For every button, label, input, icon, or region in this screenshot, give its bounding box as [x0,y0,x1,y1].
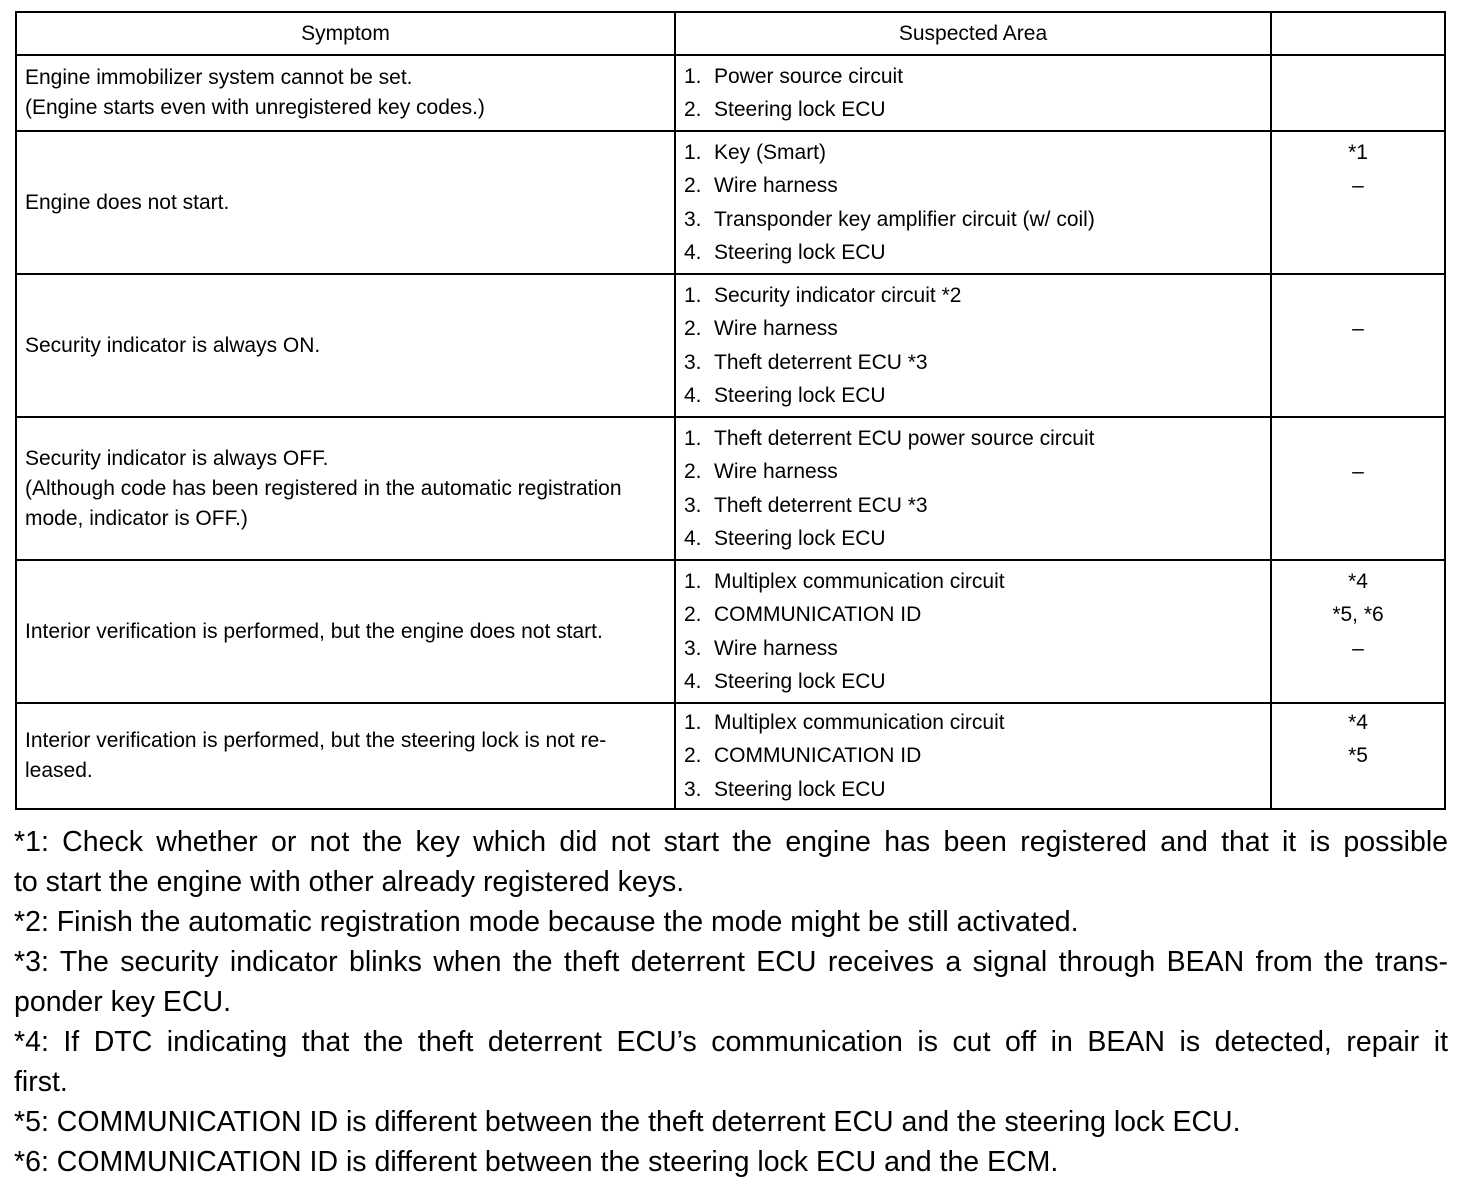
suspected-area-cell [676,418,1272,559]
item-number: 3. [684,777,702,801]
symptom-text: Engine does not start. [25,190,230,214]
item-number: 1. [684,283,702,307]
item-text: Steering lock ECU [714,240,886,264]
note-ref: – [1352,174,1364,198]
symptom-table [15,11,1446,810]
item-text: Wire harness [714,636,838,660]
item-text: Steering lock ECU [714,98,886,121]
footnote-line: *3: The security indicator blinks when the theft deterrent ECU receives a signal through BEAN from the trans- [14,946,1448,978]
note-ref: *5, *6 [1332,603,1384,627]
suspected-area-item [684,236,1262,269]
suspected-area-cell [676,275,1272,416]
item-text: Multiplex communication circuit [714,711,1005,735]
note-ref: – [1352,460,1364,484]
notes-cell [1272,132,1444,273]
item-text: Wire harness [714,460,838,484]
symptom-text: (Engine starts even with unregistered key codes.) [25,96,485,119]
item-text: Steering lock ECU [714,669,886,693]
suspected-area-item [684,773,1262,806]
table-row [17,54,1444,130]
notes-cell [1272,56,1444,130]
suspected-area-item [684,169,1262,202]
item-text: Security indicator circuit *2 [714,283,962,307]
item-number: 1. [684,64,702,88]
note-ref: *1 [1348,140,1368,164]
suspected-area-item [684,136,1262,169]
suspected-area-item [684,203,1262,236]
symptom-text: mode, indicator is OFF.) [25,506,248,530]
item-number: 1. [684,711,702,735]
footnote-line: first. [14,1066,68,1098]
item-text: Steering lock ECU [714,383,886,407]
suspected-area-item [684,346,1262,379]
table-row [17,702,1444,808]
symptom-text: leased. [25,759,93,782]
note-ref: *5 [1348,744,1368,768]
suspected-area-item [684,522,1262,555]
note-ref: *4 [1348,711,1368,735]
footnote-line: *6: COMMUNICATION ID is different between the steering lock ECU and the ECM. [14,1146,1059,1178]
item-number: 1. [684,426,702,450]
symptom-cell [17,704,676,808]
suspected-area-item [684,665,1262,698]
suspected-area-item [684,565,1262,598]
item-text: Steering lock ECU [714,777,886,801]
item-number: 3. [684,636,702,660]
item-text: Key (Smart) [714,140,827,164]
suspected-area-cell [676,561,1272,702]
suspected-area-item [684,632,1262,665]
suspected-area-item [684,489,1262,522]
item-number: 4. [684,669,702,693]
symptom-text: Interior verification is performed, but the steering lock is not re- [25,729,607,752]
notes-cell [1272,275,1444,416]
item-text: Theft deterrent ECU *3 [714,493,928,517]
suspected-area-item [684,422,1262,455]
item-text: Theft deterrent ECU power source circuit [714,426,1095,450]
suspected-area-item [684,598,1262,631]
footnote-line: ponder key ECU. [14,986,232,1018]
item-number: 2. [684,603,702,627]
item-text: Power source circuit [714,64,904,88]
symptom-text: Security indicator is always OFF. [25,446,329,470]
suspected-area-item [684,739,1262,772]
item-number: 3. [684,493,702,517]
header-suspected-area: Suspected Area [676,13,1272,54]
item-text: COMMUNICATION ID [714,744,922,768]
notes-cell [1272,704,1444,808]
footnote-line: *2: Finish the automatic registration mode because the mode might be still activated. [14,906,1079,938]
item-number: 2. [684,460,702,484]
symptom-text: Engine immobilizer system cannot be set. [25,66,413,89]
item-number: 2. [684,317,702,341]
symptom-text: (Although code has been registered in the automatic registration [25,476,622,500]
item-text: COMMUNICATION ID [714,603,922,627]
footnotes [14,822,1448,1182]
suspected-area-item [684,279,1262,312]
suspected-area-item [684,60,1262,93]
footnote-line: *5: COMMUNICATION ID is different between the theft deterrent ECU and the steering lock ECU. [14,1106,1241,1138]
symptom-cell [17,275,676,416]
item-text: Transponder key amplifier circuit (w/ coil) [714,207,1095,231]
table-row [17,130,1444,273]
item-number: 1. [684,569,702,593]
table-row [17,559,1444,702]
item-number: 4. [684,240,702,264]
item-number: 4. [684,526,702,550]
item-text: Steering lock ECU [714,526,886,550]
item-number: 1. [684,140,702,164]
suspected-area-item [684,379,1262,412]
suspected-area-cell [676,704,1272,808]
symptom-text: Security indicator is always ON. [25,333,321,357]
suspected-area-cell [676,56,1272,130]
notes-cell [1272,418,1444,559]
suspected-area-item [684,706,1262,739]
item-number: 3. [684,350,702,374]
header-notes [1272,13,1444,54]
item-text: Wire harness [714,317,838,341]
item-number: 2. [684,174,702,198]
item-number: 2. [684,744,702,768]
suspected-area-item [684,312,1262,345]
symptom-cell [17,132,676,273]
item-text: Theft deterrent ECU *3 [714,350,928,374]
item-number: 2. [684,98,702,121]
header-symptom: Symptom [17,13,676,54]
footnote-line: *4: If DTC indicating that the theft deterrent ECU’s communication is cut off in BEAN is detected, repair it [14,1026,1448,1058]
suspected-area-item [684,93,1262,126]
item-text: Wire harness [714,174,838,198]
symptom-cell [17,418,676,559]
item-number: 3. [684,207,702,231]
suspected-area-cell [676,132,1272,273]
table-header-row [17,13,1444,54]
symptom-cell [17,561,676,702]
table-row [17,273,1444,416]
footnote-line: to start the engine with other already registered keys. [14,866,685,898]
note-ref: – [1352,317,1364,341]
note-ref: – [1352,636,1364,660]
notes-cell [1272,561,1444,702]
table-row [17,416,1444,559]
footnote-line: *1: Check whether or not the key which did not start the engine has been registered and that it is possible [14,826,1448,858]
suspected-area-item [684,455,1262,488]
symptom-text: Interior verification is performed, but the engine does not start. [25,619,603,643]
note-ref: *4 [1348,569,1368,593]
symptom-cell [17,56,676,130]
item-number: 4. [684,383,702,407]
item-text: Multiplex communication circuit [714,569,1005,593]
